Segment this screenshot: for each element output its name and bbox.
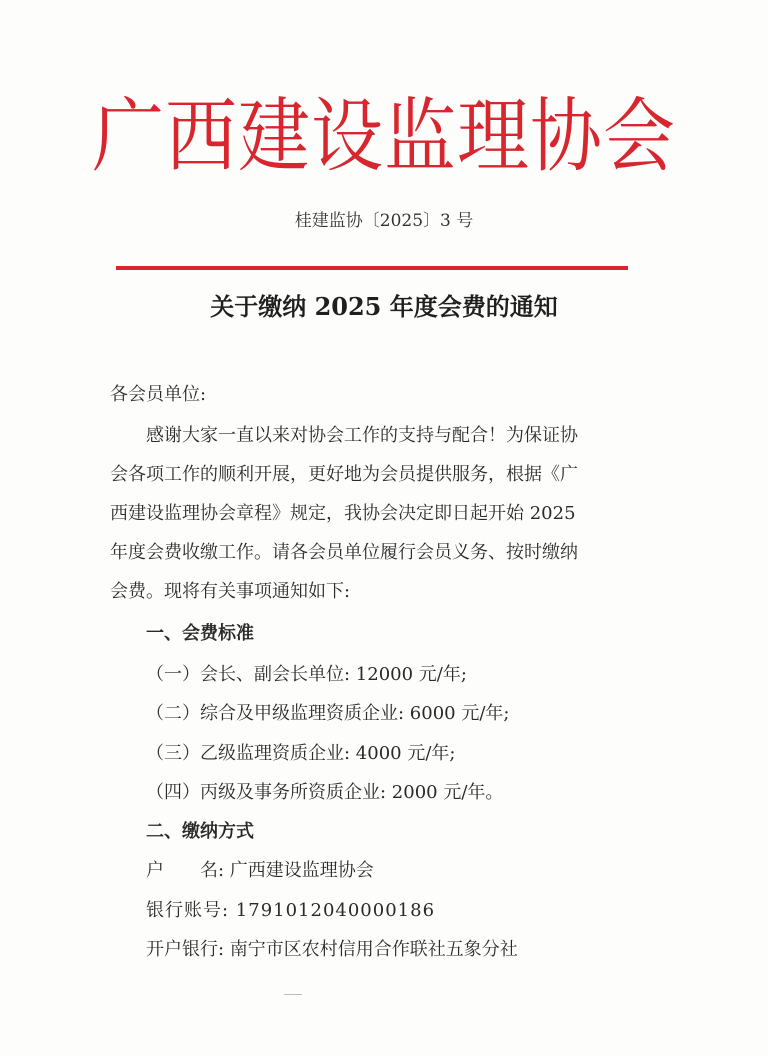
body-line: 会各项工作的顺利开展，更好地为会员提供服务，根据《广 xyxy=(110,464,578,485)
body-line: 会费。现将有关事项通知如下: xyxy=(110,581,351,602)
account-number: 银行账号: 1791012040000186 xyxy=(146,900,436,921)
page-mark xyxy=(284,994,302,995)
notice-title: 关于缴纳 2025 年度会费的通知 xyxy=(210,292,558,321)
fee-item: （二）综合及甲级监理资质企业: 6000 元/年; xyxy=(146,703,510,724)
fee-item: （四）丙级及事务所资质企业: 2000 元/年。 xyxy=(146,782,504,803)
salutation: 各会员单位: xyxy=(110,384,207,405)
body-line: 西建设监理协会章程》规定，我协会决定即日起开始 2025 xyxy=(110,503,576,524)
fee-item: （三）乙级监理资质企业: 4000 元/年; xyxy=(146,743,456,764)
document-number: 桂建监协〔2025〕3 号 xyxy=(294,211,474,231)
fee-item: （一）会长、副会长单位: 12000 元/年; xyxy=(146,664,467,685)
red-separator-line xyxy=(116,266,628,270)
section-heading-fee-standard: 一、会费标准 xyxy=(146,623,254,644)
body-line: 年度会费收缴工作。请各会员单位履行会员义务、按时缴纳 xyxy=(110,542,578,563)
bank-name: 开户银行: 南宁市区农村信用合作联社五象分社 xyxy=(146,939,518,960)
section-heading-payment-method: 二、缴纳方式 xyxy=(146,821,254,842)
account-name: 户 名: 广西建设监理协会 xyxy=(146,860,374,881)
letterhead-title: 广西建设监理协会 xyxy=(91,88,676,183)
body-line: 感谢大家一直以来对协会工作的支持与配合！为保证协 xyxy=(146,425,578,446)
